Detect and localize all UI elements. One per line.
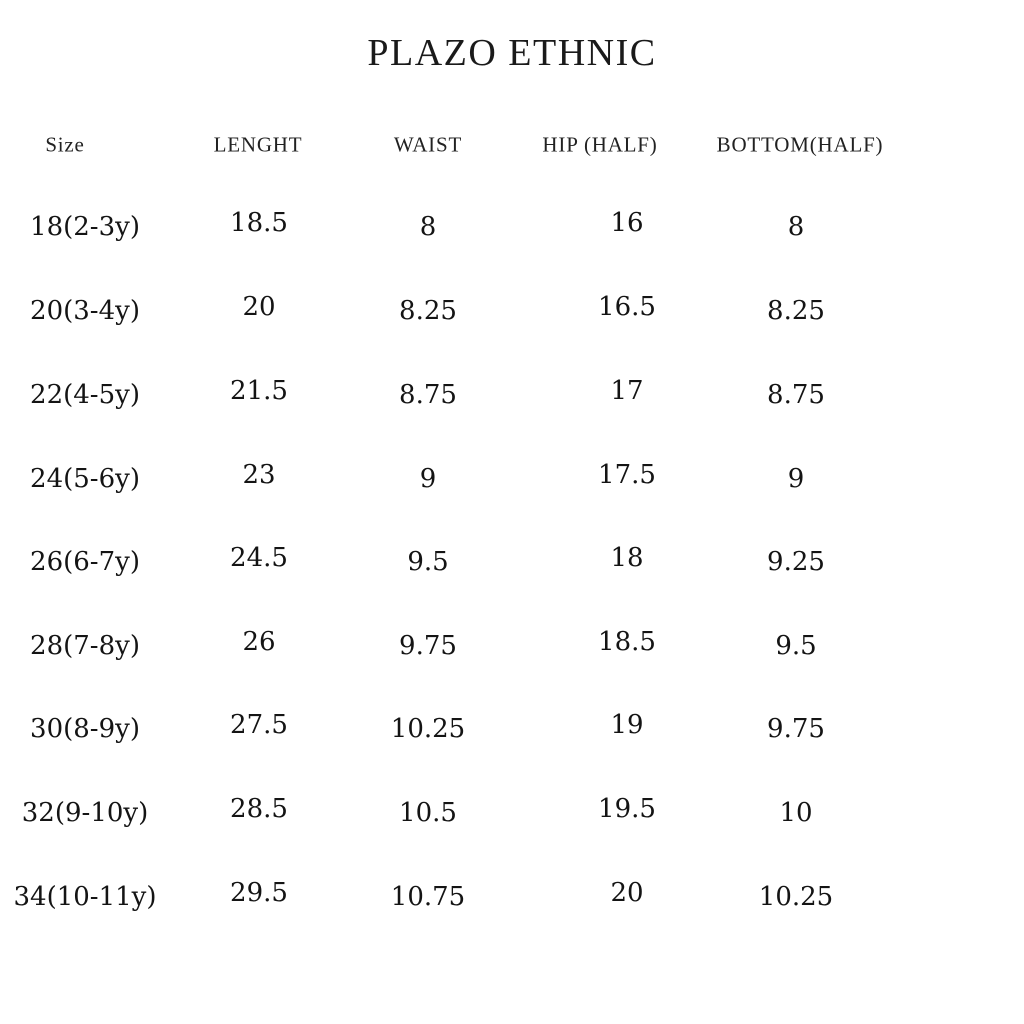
header-length: LENGHT — [213, 132, 303, 157]
size-cell: 22(4-5y) — [30, 380, 140, 410]
size-cell: 18(2-3y) — [30, 212, 140, 242]
bottom-cell: 8.75 — [767, 380, 825, 410]
length-cell: 18.5 — [230, 208, 288, 238]
bottom-cell: 9.75 — [767, 714, 825, 744]
size-cell: 28(7-8y) — [30, 631, 140, 661]
hip-cell: 16 — [610, 208, 644, 238]
header-bottom: BOTTOM(HALF) — [716, 132, 884, 157]
length-cell: 24.5 — [230, 543, 288, 573]
header-size: Size — [45, 132, 85, 157]
waist-cell: 9 — [419, 464, 437, 494]
bottom-cell: 9.25 — [767, 547, 825, 577]
length-cell: 21.5 — [230, 376, 288, 406]
length-cell: 27.5 — [230, 710, 288, 740]
bottom-cell: 8 — [787, 212, 805, 242]
hip-cell: 17.5 — [598, 460, 656, 490]
length-cell: 29.5 — [230, 878, 288, 908]
bottom-cell: 10.25 — [758, 882, 834, 912]
bottom-cell: 8.25 — [767, 296, 825, 326]
bottom-cell: 9.5 — [775, 631, 817, 661]
size-cell: 30(8-9y) — [30, 714, 140, 744]
waist-cell: 10.75 — [390, 882, 466, 912]
waist-cell: 8.75 — [399, 380, 457, 410]
waist-cell: 9.75 — [399, 631, 457, 661]
size-cell: 32(9-10y) — [21, 798, 149, 828]
hip-cell: 19 — [610, 710, 644, 740]
hip-cell: 16.5 — [598, 292, 656, 322]
size-cell: 20(3-4y) — [30, 296, 140, 326]
length-cell: 23 — [242, 460, 276, 490]
length-cell: 20 — [242, 292, 276, 322]
waist-cell: 10.25 — [390, 714, 466, 744]
waist-cell: 9.5 — [407, 547, 449, 577]
length-cell: 28.5 — [230, 794, 288, 824]
waist-cell: 10.5 — [399, 798, 457, 828]
header-hip: HIP (HALF) — [542, 132, 658, 157]
bottom-cell: 10 — [779, 798, 813, 828]
page-title: PLAZO ETHNIC — [367, 32, 657, 74]
hip-cell: 18.5 — [598, 627, 656, 657]
hip-cell: 18 — [610, 543, 644, 573]
header-waist: WAIST — [393, 132, 463, 157]
hip-cell: 17 — [610, 376, 644, 406]
waist-cell: 8.25 — [399, 296, 457, 326]
size-cell: 24(5-6y) — [30, 464, 140, 494]
waist-cell: 8 — [419, 212, 437, 242]
size-cell: 26(6-7y) — [30, 547, 140, 577]
bottom-cell: 9 — [787, 464, 805, 494]
hip-cell: 20 — [610, 878, 644, 908]
length-cell: 26 — [242, 627, 276, 657]
hip-cell: 19.5 — [598, 794, 656, 824]
size-cell: 34(10-11y) — [13, 882, 157, 912]
